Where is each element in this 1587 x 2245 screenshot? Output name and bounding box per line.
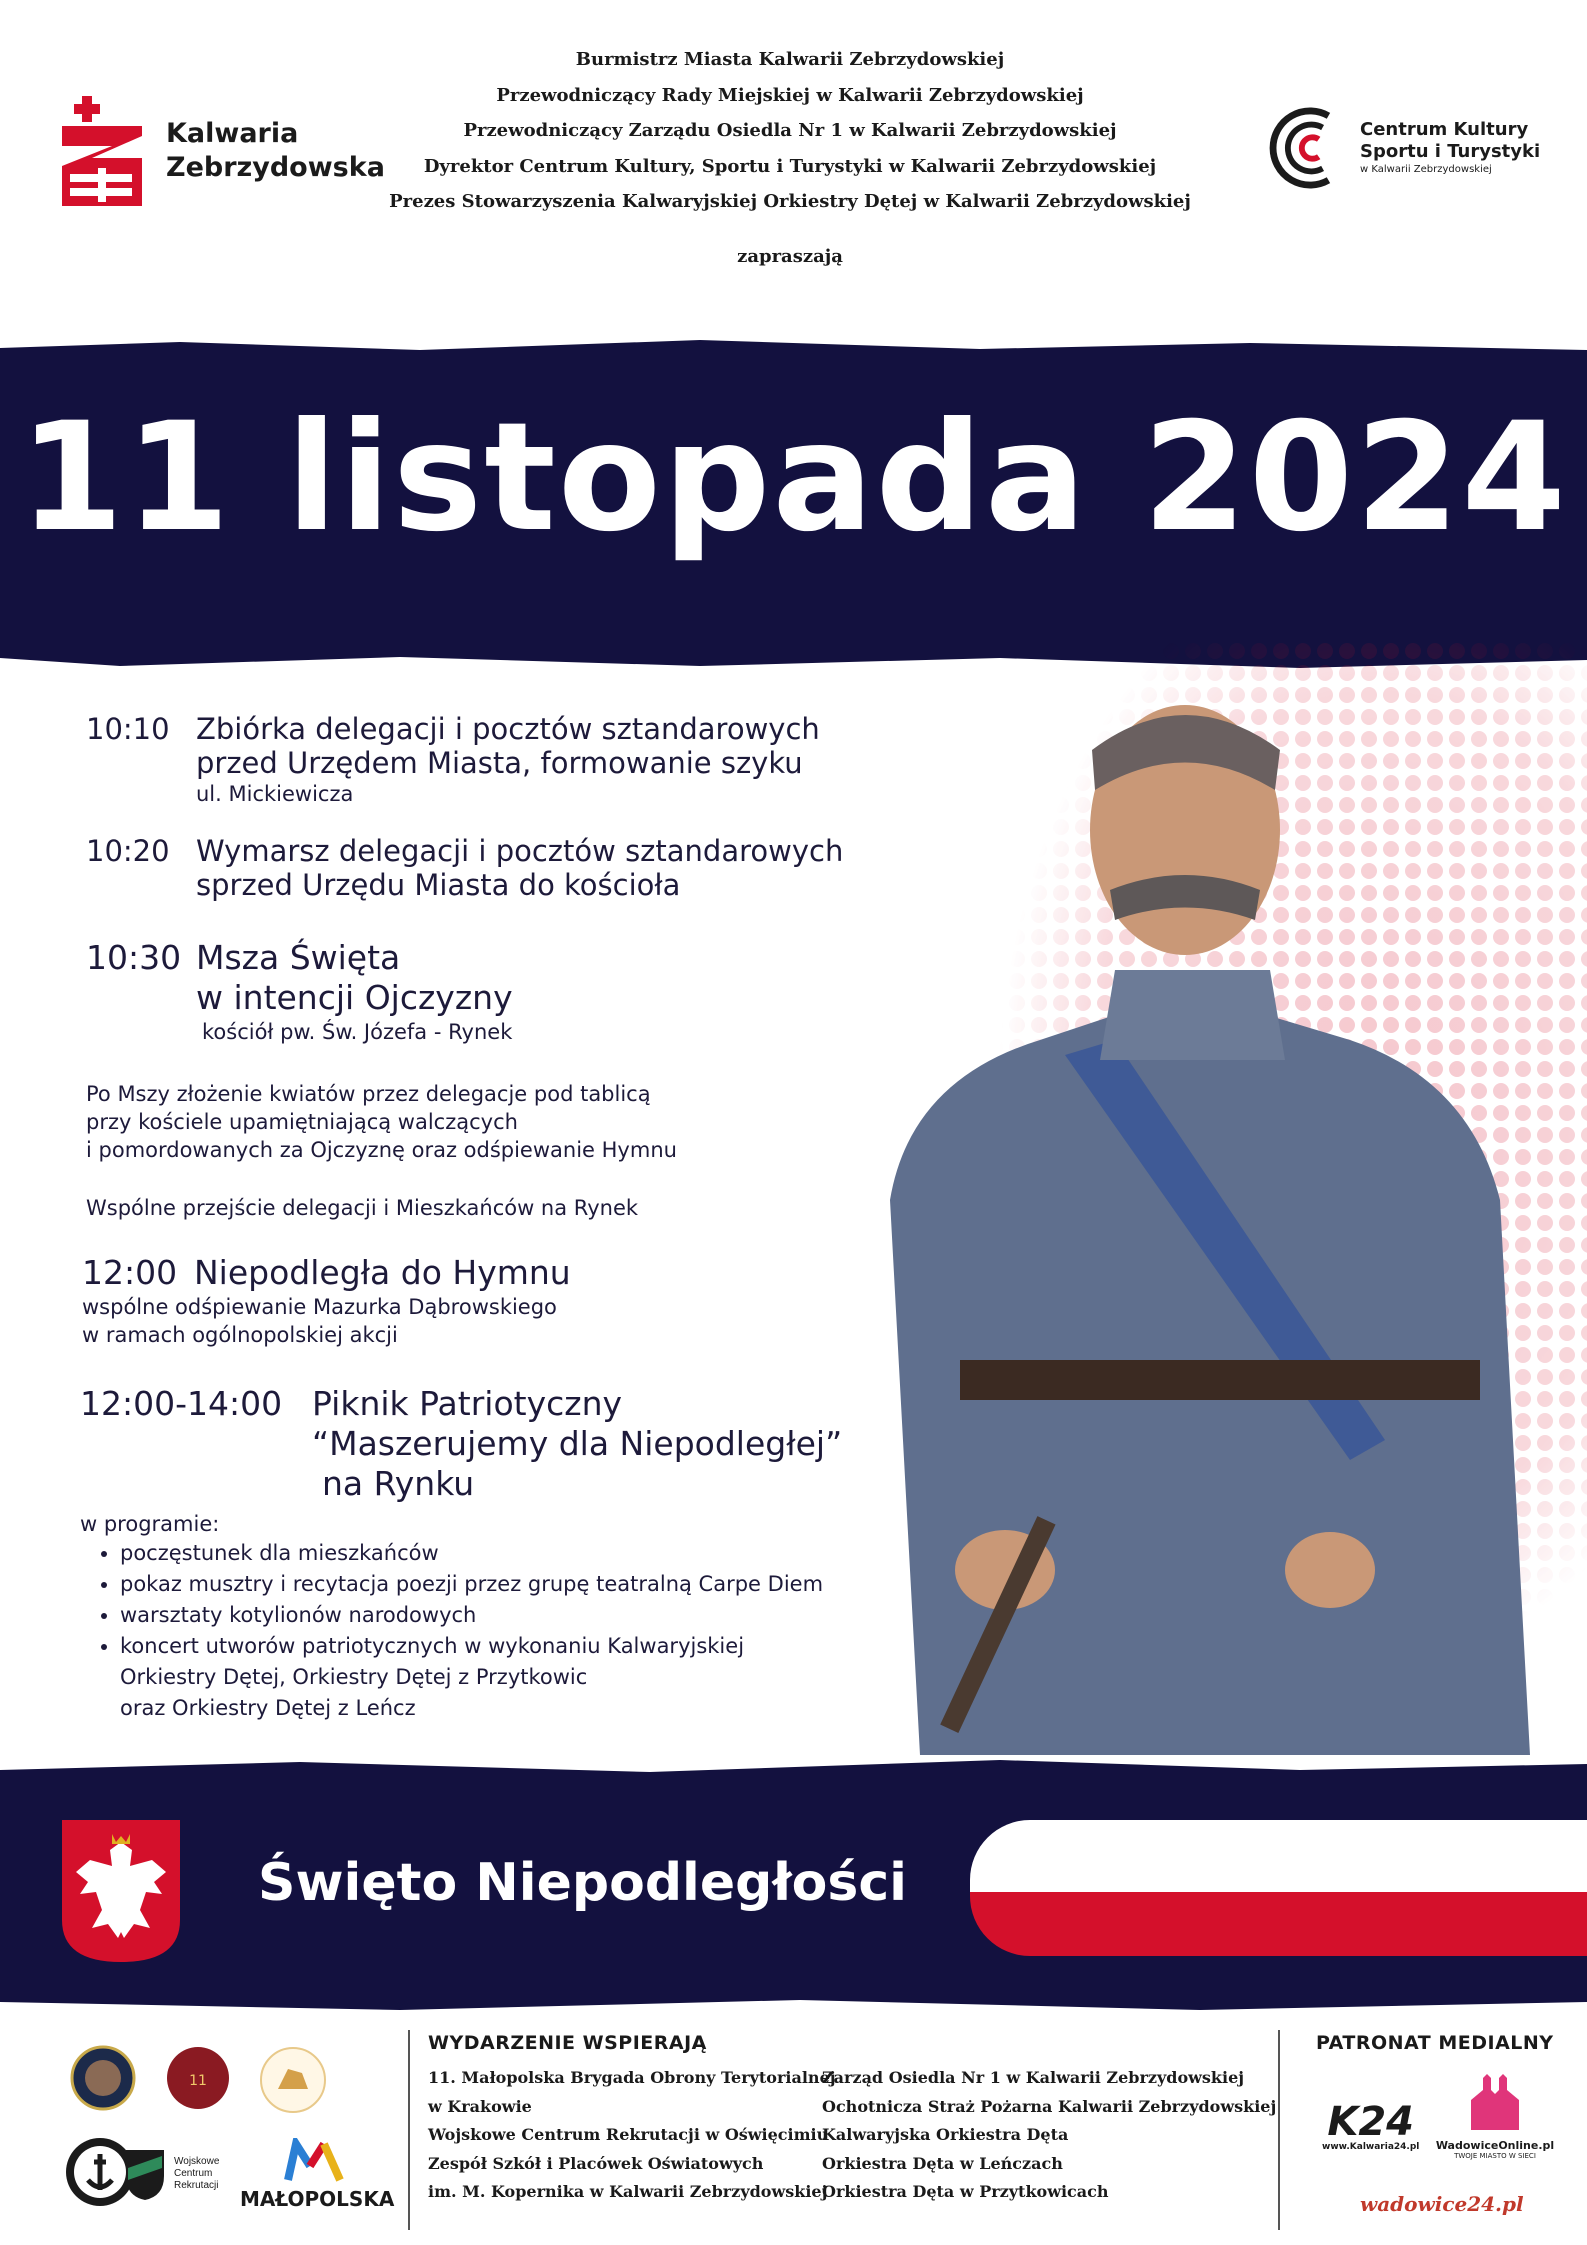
malopolska-logo — [240, 2138, 394, 2211]
item1-time: 10:10 — [86, 712, 170, 746]
item4-desc2: w ramach ogólnopolskiej akcji — [82, 1323, 398, 1347]
support-line: Wojskowe Centrum Rekrutacji w Oświęcimiu — [428, 2125, 829, 2144]
item4-desc1: wspólne odśpiewanie Mazurka Dąbrowskiego — [82, 1295, 557, 1319]
item2-time: 10:20 — [86, 834, 170, 868]
program-item: • poczęstunek dla mieszkańców — [120, 1538, 823, 1569]
program-item-cont: Orkiestry Dętej, Orkiestry Dętej z Przytkowic — [120, 1665, 588, 1689]
item1-place: ul. Mickiewicza — [196, 782, 354, 806]
malopolska-m-icon — [282, 2138, 352, 2182]
brigade-badge-icon — [165, 2045, 231, 2111]
support-col-2 — [822, 2064, 1276, 2207]
wcr-shield-icon — [122, 2146, 168, 2202]
item5-title3: na Rynku — [322, 1464, 475, 1503]
svg-text:11: 11 — [189, 2073, 207, 2089]
invite-text: zapraszają — [737, 246, 843, 267]
logo-right-line2: Sportu i Turystyki — [1360, 141, 1541, 162]
schedule-item-1 — [86, 712, 820, 808]
item5-time: 12:00-14:00 — [80, 1384, 283, 1423]
item4-title: Niepodległa do Hymnu — [194, 1253, 571, 1292]
support-line: Kalwaryjska Orkiestra Dęta — [822, 2125, 1069, 2144]
note-flowers — [86, 1080, 677, 1164]
logo-left-line1: Kalwaria — [166, 118, 299, 149]
organizer-line: Prezes Stowarzyszenia Kalwaryjskiej Orkiestry Dętej w Kalwarii Zebrzydowskiej — [389, 191, 1191, 212]
school-seal-icon — [70, 2045, 136, 2111]
logo-right-line3: w Kalwarii Zebrzydowskiej — [1360, 164, 1492, 175]
support-line: Orkiestra Dęta w Leńczach — [822, 2153, 1063, 2173]
church-icon — [1463, 2070, 1527, 2134]
item5-title1: Piknik Patriotyczny — [312, 1384, 623, 1423]
logo-right-line1: Centrum Kultury — [1360, 119, 1529, 140]
date-title: 11 listopada 2024 — [19, 391, 1568, 565]
program-item-cont: oraz Orkiestry Dętej z Leńcz — [120, 1696, 416, 1720]
wo-label: WadowiceOnline.pl — [1435, 2139, 1555, 2152]
footer-divider-right — [1278, 2030, 1280, 2230]
support-line: w Krakowie — [428, 2096, 532, 2116]
media-heading: PATRONAT MEDIALNY — [1316, 2032, 1554, 2054]
organizer-line: Przewodniczący Rady Miejskiej w Kalwarii Zebrzydowskiej — [496, 84, 1084, 106]
polish-eagle-emblem-icon — [62, 1820, 180, 1962]
cavalry-logo-icon — [258, 2045, 328, 2115]
organizer-line: Dyrektor Centrum Kultury, Sportu i Turystyki w Kalwarii Zebrzydowskiej — [423, 155, 1157, 177]
wadowiceonline-logo — [1430, 2070, 1560, 2160]
program-item: • koncert utworów patriotycznych w wykonaniu Kalwaryjskiej — [120, 1631, 823, 1662]
holiday-title: Święto Niepodległości — [258, 1853, 907, 1913]
support-line: 11. Małopolska Brygada Obrony Terytorialnej — [428, 2068, 836, 2087]
program-item: • pokaz musztry i recytacja poezji przez grupę teatralną Carpe Diem — [120, 1569, 823, 1600]
organizer-line: Burmistrz Miasta Kalwarii Zebrzydowskiej — [575, 49, 1005, 70]
flag-white-stripe — [970, 1820, 1587, 1892]
support-line: Zespół Szkół i Placówek Oświatowych — [428, 2153, 764, 2173]
support-line: Zarząd Osiedla Nr 1 w Kalwarii Zebrzydowskiej — [822, 2068, 1245, 2087]
support-heading: WYDARZENIE WSPIERAJĄ — [428, 2032, 707, 2054]
item5-title2: “Maszerujemy dla Niepodległej” — [312, 1424, 843, 1463]
k24-sub: www.Kalwaria24.pl — [1322, 2142, 1420, 2152]
note1-line: przy kościele upamiętniającą walczących — [86, 1110, 518, 1134]
organizer-line: Przewodniczący Zarządu Osiedla Nr 1 w Kalwarii Zebrzydowskiej — [463, 120, 1117, 141]
schedule-item-4 — [82, 1253, 571, 1349]
schedule-item-2 — [86, 834, 843, 902]
schedule-item-3 — [86, 938, 513, 1046]
portrait-illustration — [830, 640, 1587, 1755]
note-procession: Wspólne przejście delegacji i Mieszkańców na Rynek — [86, 1196, 639, 1220]
footer-divider-left — [408, 2030, 410, 2230]
program-label: w programie: — [80, 1512, 220, 1536]
wo-sub: TWOJE MIASTO W SIECI — [1454, 2152, 1536, 2160]
item2-title2: sprzed Urzędu Miasta do kościoła — [196, 868, 681, 902]
wcr-logo — [122, 2146, 236, 2202]
support-line: im. M. Kopernika w Kalwarii Zebrzydowskiej — [428, 2182, 828, 2201]
k24-label: K24 — [1327, 2099, 1415, 2145]
support-col-1 — [428, 2064, 836, 2207]
organizers-list — [360, 42, 1220, 220]
note1-line: i pomordowanych za Ojczyznę oraz odśpiewanie Hymnu — [86, 1138, 677, 1162]
wadowice24-logo: wadowice24.pl — [1360, 2192, 1524, 2216]
kalwaria-logo — [62, 96, 385, 206]
note1-line: Po Mszy złożenie kwiatów przez delegacje pod tablicą — [86, 1082, 651, 1106]
program-list — [80, 1538, 823, 1724]
item3-place: kościół pw. Św. Józefa - Rynek — [202, 1020, 513, 1044]
program — [80, 1510, 823, 1724]
item3-title1: Msza Święta — [196, 938, 401, 977]
support-line: Ochotnicza Straż Pożarna Kalwarii Zebrzydowskiej — [822, 2096, 1277, 2116]
item3-title2: w intencji Ojczyzny — [196, 978, 513, 1017]
k24-logo — [1322, 2099, 1420, 2152]
malopolska-label: MAŁOPOLSKA — [240, 2187, 395, 2211]
support-line: Orkiestra Dęta w Przytkowicach — [822, 2182, 1109, 2201]
schedule-item-5 — [80, 1384, 842, 1504]
ckst-c-icon — [1268, 104, 1346, 192]
logo-left-line2: Zebrzydowska — [166, 152, 385, 183]
wcr-label: Wojskowe Centrum Rekrutacji — [174, 2156, 220, 2191]
program-item: • warsztaty kotylionów narodowych — [120, 1600, 823, 1631]
item2-title1: Wymarsz delegacji i pocztów sztandarowych — [196, 834, 844, 868]
item3-time: 10:30 — [86, 938, 182, 977]
item1-title1: Zbiórka delegacji i pocztów sztandarowych — [196, 712, 820, 746]
item4-time: 12:00 — [82, 1253, 178, 1292]
kalwaria-crest-icon — [62, 96, 148, 206]
item1-title2: przed Urzędem Miasta, formowanie szyku — [196, 746, 803, 780]
flag-red-stripe — [970, 1892, 1587, 1956]
ckst-logo — [1268, 104, 1540, 192]
